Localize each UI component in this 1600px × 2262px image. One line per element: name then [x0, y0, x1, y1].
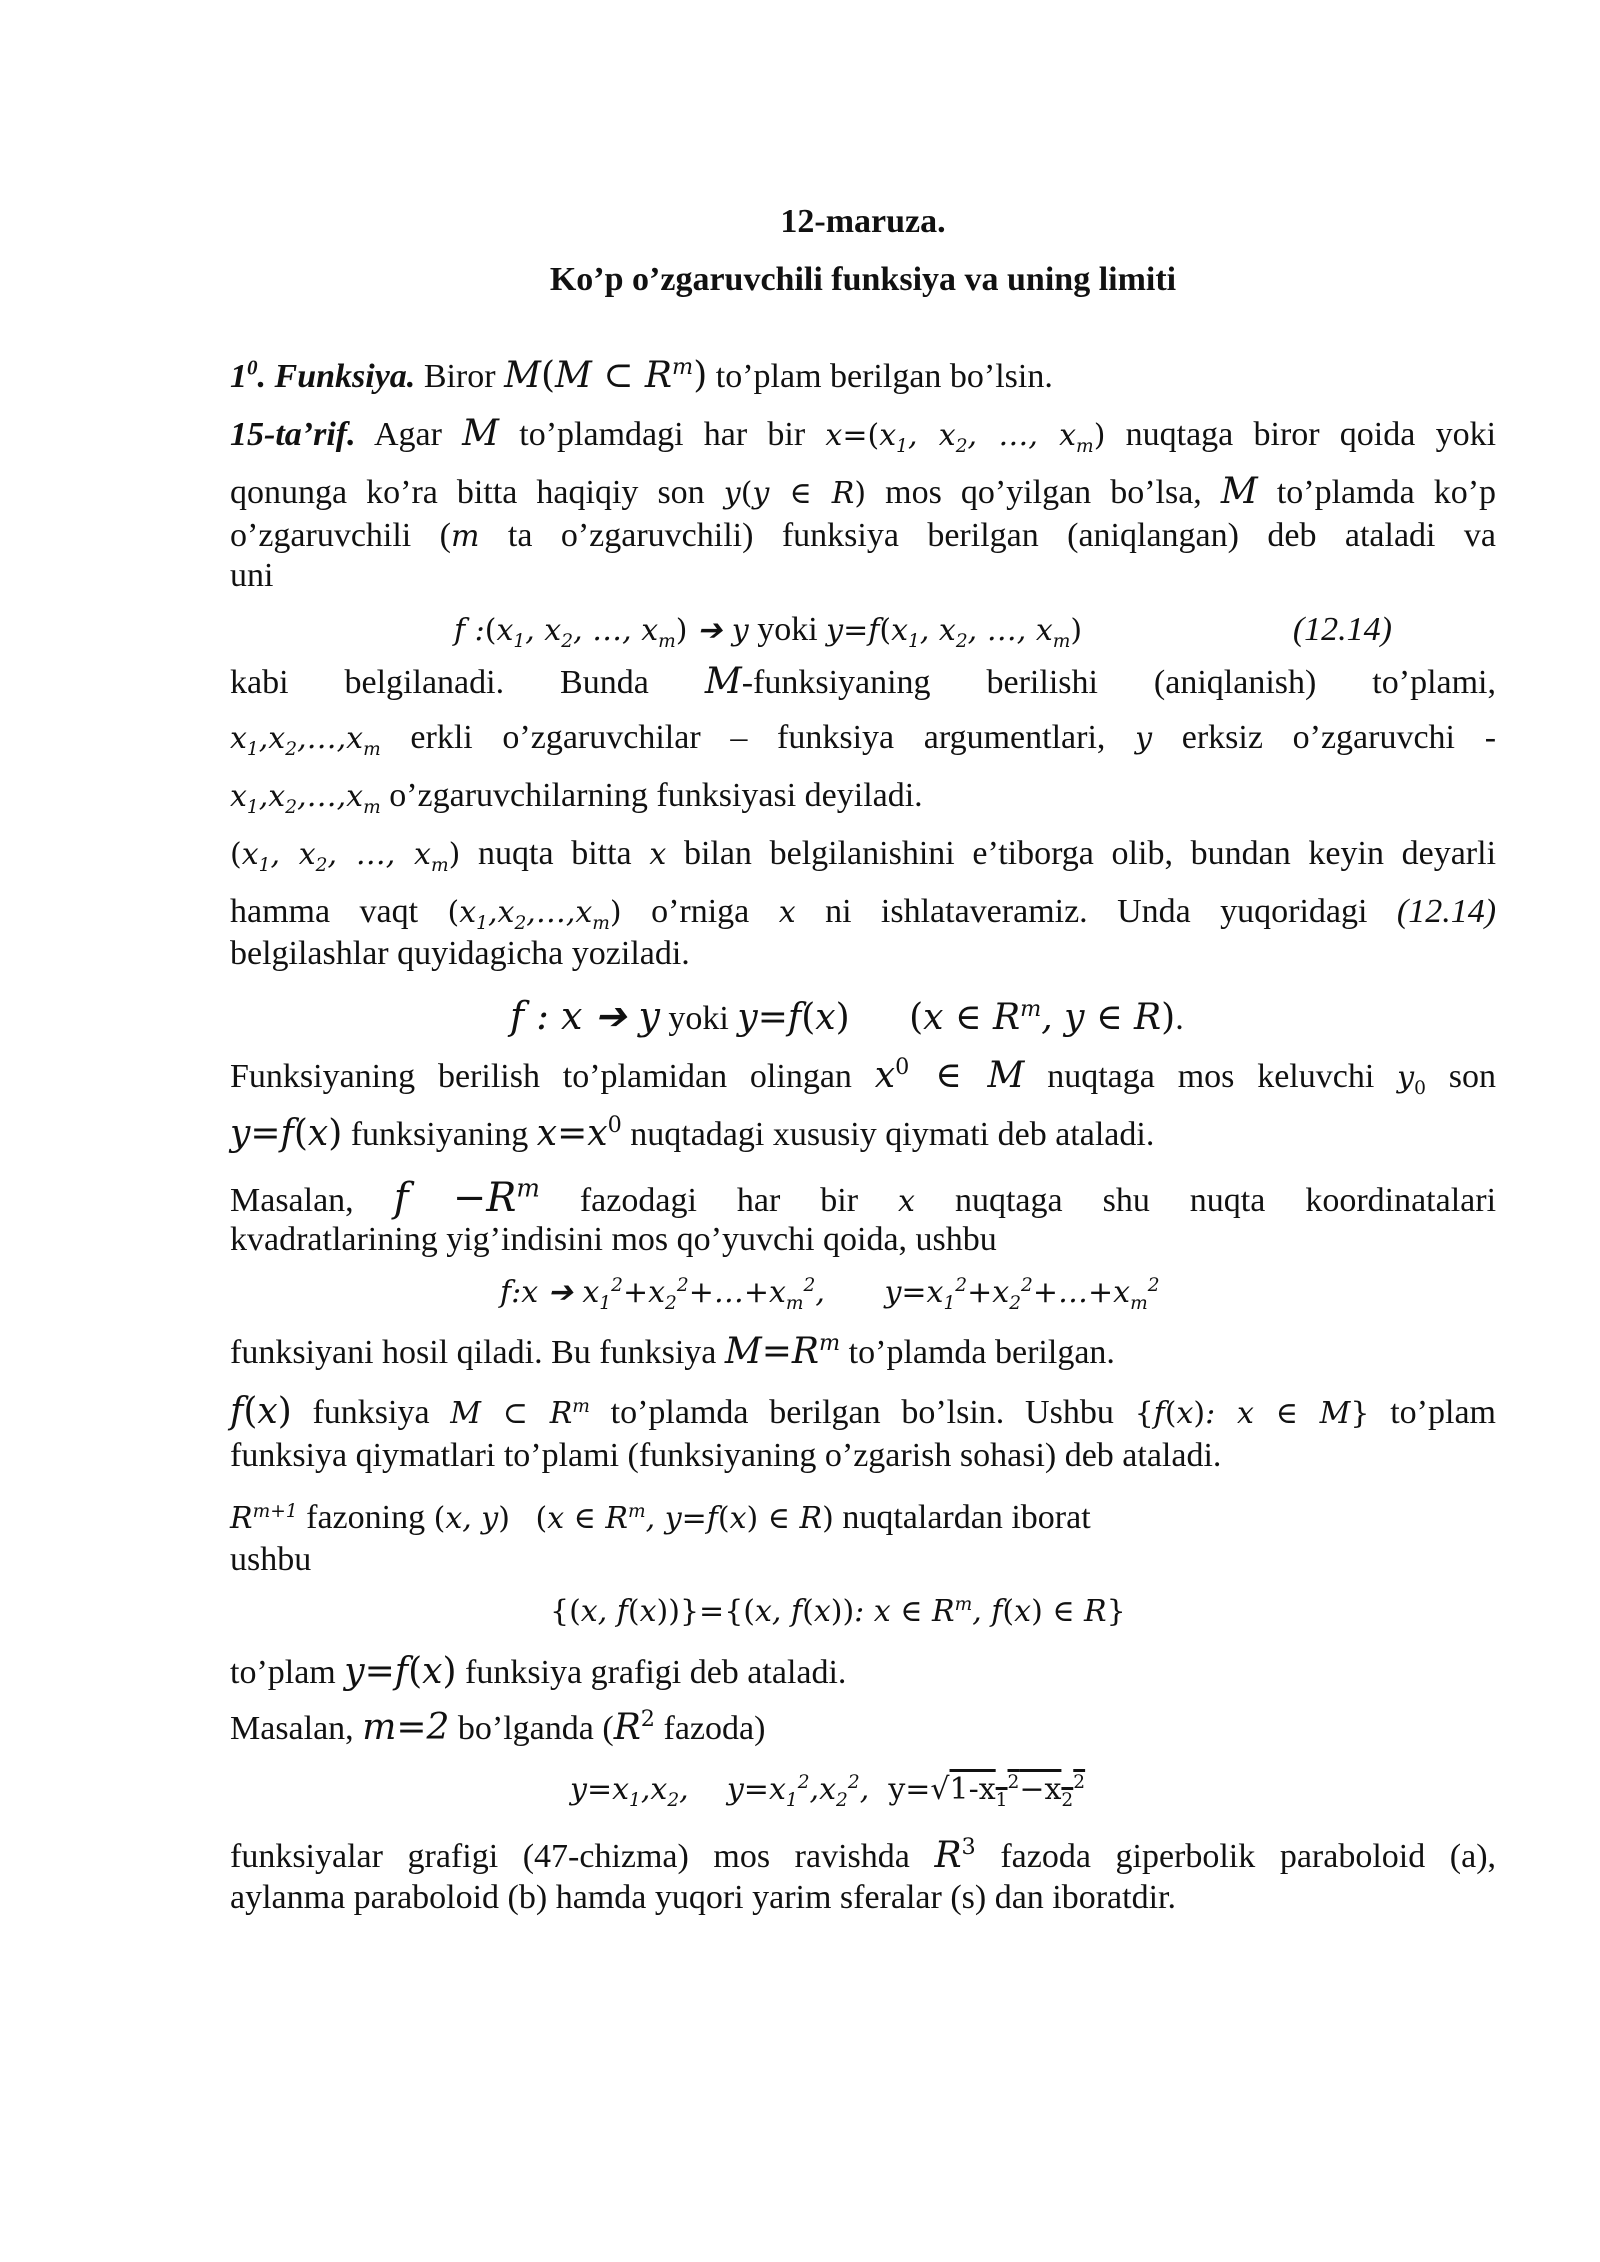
definition-line: qonunga ko’ra bitta haqiqiy son y(y ∈ R) mos qo’yilgan bo’lsa, M to’plamda ko’p [230, 471, 1497, 512]
formula: f $:(x_1$, $x_2$, …, $x_m$) ➔ y [454, 613, 749, 652]
section-heading-line [230, 356, 1496, 397]
formula: $y=x_1,x_2$, $y=x_1^2,x_2^2$, $y=√1-x_1^2-x_2^2$ [570, 1772, 1086, 1811]
formula: $R^{m+1}$ [230, 1501, 298, 1536]
text-line: $x_1,x_2,\dots,x_m$ erkli o’zgaruvchilar – funksiya argumentlari, y erksiz o’zgaruvchi - [230, 719, 1497, 760]
formula: $f -R^m$ [393, 1173, 540, 1221]
text-line: aylanma paraboloid (b) hamda yuqori yarim sferalar (s) dan iboratdir. [230, 1879, 1176, 1916]
text-line: funksiya qiymatlari to’plami (funksiyaning o’zgarish sohasi) deb ataladi. [230, 1437, 1222, 1474]
formula: (x ∈ $R^m$, y=f(x) ∈ R) [535, 1501, 834, 1536]
formula: {(x, f(x))}={(x, f(x)): x ∈ $R^m$, f(x) ∈ R} [550, 1594, 1126, 1629]
text-line: to’plam y=f(x) funksiya grafigi deb ataladi. [230, 1651, 847, 1692]
text-line: kabi belgilanadi. Bunda M-funksiyaning berilishi (aniqlanish) to’plami, [230, 661, 1497, 702]
lecture-title: Ko’p o’zgaruvchili funksiya va uning limiti [549, 261, 1177, 298]
formula: $R^2$ [613, 1706, 655, 1748]
formula: {f(x): x ∈ M} [1134, 1396, 1370, 1431]
formula: $M=R^m$ [724, 1330, 841, 1372]
formula: y=f(x) [737, 997, 850, 1038]
formula: m=2 [362, 1707, 450, 1748]
formula: y=f(x) [230, 1113, 343, 1154]
text-line: Funksiyaning berilish to’plamidan olingan $x^0$ ∈ M nuqtaga mos keluvchi $y_0$ son [230, 1054, 1497, 1099]
equation-number: (12.14) [1292, 611, 1392, 648]
formula: f : x ➔ y [510, 994, 660, 1038]
text-line: belgilashlar quyidagicha yoziladi. [230, 935, 690, 972]
formula: $x^0$ ∈ M [874, 1054, 1025, 1096]
formula: x [778, 895, 796, 930]
formula: $y_0$ [1397, 1060, 1426, 1099]
definition-line: uni [230, 557, 274, 594]
formula: f:x ➔ $x_1^2+x_2^2+\dots+x_m^2$, [500, 1275, 825, 1314]
formula: (x ∈ $R^m$, y ∈ R) [909, 996, 1176, 1038]
formula: f(x) [230, 1391, 292, 1432]
formula: $y=x_1^2+x_2^2+\dots+x_m^2$ [884, 1275, 1160, 1314]
lecture-page: 12-maruza. Ko’p o’zgaruvchili funksiya va uning limiti $1^0$. Funksiya. Biror M(M ⊂ $R^m$) to’plam berilgan bo’lsin. 15-ta’rif. Agar M to’plamdagi har bir $x=(x_1$, $x_2$, …, $x_m$) nuqtaga biror qoida yoki qonunga ko’ra bitta haqiqiy son y(y ∈ R) mos qo’yilgan bo’lsa, M to’plamda ko’p o’zgaruvchili (m ta o’zgaruvchili) funksiya berilgan (aniqlangan) deb ataladi va uni f $:(x_1$, $x_2$, …, $x_m$) ➔ y yoki $y=f(x_1$, $x_2$, …, $x_m$) (12.14) kabi belgilanadi. Bunda M-funksiyaning berilishi (aniqlanish) to’plami, $x_1,x_2,\dots,x_m$ erkli o’zgaruvchilar – funksiya argumentlari, y erksiz o’zgaruvchi - $x_1,x_2,\dots,x_m$ o’zgaruvchilarning funksiyasi deyiladi. ($x_1$, $x_2$, …, $x_m$) nuqta bitta x bilan belgilanishini e’tiborga olib, bundan keyin deyarli hamma vaqt $(x_1,x_2,\dots,x_m)$ o’rniga x ni ishlataveramiz. Unda yuqoridagi (12.14) belgilashlar quyidagicha yoziladi. f : x ➔ y yoki y=f(x) (x ∈ $R^m$, y ∈ R). Funksiyaning berilish to’plamidan olingan $x^0$ ∈ M nuqtaga mos keluvchi $y_0$ son y=f(x) funksiyaning $x=x^0$ nuqtadagi xususiy qiymati deb ataladi. Masalan, $f -R^m$ fazodagi har bir x nuqtaga shu nuqta koordinatalari kvadratlarining yig’indisini mos qo’yuvchi qoida, ushbu f:x ➔ $x_1^2+x_2^2+\dots+x_m^2$, $y=x_1^2+x_2^2+\dots+x_m^2$ funksiyani hosil qiladi. Bu funksiya $M=R^m$ to’plamda berilgan. f(x) funksiya M ⊂ $R^m$ to’plamda berilgan bo’lsin. Ushbu {f(x): x ∈ M} to’plam funksiya qiymatlari to’plami (funksiyaning o’zgarish sohasi) deb ataladi. $R^{m+1}$ fazoning (x, y) (x ∈ $R^m$, y=f(x) ∈ R) nuqtalardan iborat ushbu {(x, f(x))}={(x, f(x)): x ∈ $R^m$, f(x) ∈ R} to’plam y=f(x) funksiya grafigi deb ataladi. Masalan, m=2 bo’lganda ($R^2$ fazoda) $y=x_1,x_2$, $y=x_1^2,x_2^2$, $y=√1-x_1^2-x_2^2$ funksiyalar grafigi (47-chizma) mos ravishda $R^3$ fazoda giperbolik paraboloid (a), aylanma paraboloid (b) hamda yuqori yarim sferalar (s) dan iboratdir. [230, 203, 1497, 1916]
text-line: $x_1,x_2,\dots,x_m$ o’zgaruvchilarning funksiyasi deyiladi. [230, 777, 923, 818]
formula: x [898, 1184, 915, 1219]
formula: $R^3$ [934, 1834, 976, 1876]
formula: ($x_1$, $x_2$, …, $x_m$) [230, 837, 461, 876]
formula: M [704, 661, 742, 702]
formula: M [462, 413, 500, 454]
formula: y(y ∈ R) [723, 476, 867, 511]
formula: $(x_1,x_2,\dots,x_m)$ [447, 895, 622, 934]
text-line: hamma vaqt $(x_1,x_2,\dots,x_m)$ o’rniga x ni ishlataveramiz. Unda yuqoridagi (12.14) [230, 893, 1497, 934]
formula: $x_1,x_2,\dots,x_m$ [230, 721, 381, 760]
formula-point-x: $x=(x_1$, $x_2$, …, $x_m$) [825, 418, 1106, 457]
formula: y=f(x) [344, 1651, 457, 1692]
text-line: y=f(x) funksiyaning $x=x^0$ nuqtadagi xususiy qiymati deb ataladi. [230, 1112, 1155, 1154]
text-line: ($x_1$, $x_2$, …, $x_m$) nuqta bitta x bilan belgilanishini e’tiborga olib, bundan keyin deyarli [230, 835, 1497, 876]
text-line: funksiyalar grafigi (47-chizma) mos ravishda $R^3$ fazoda giperbolik paraboloid (a), [230, 1834, 1497, 1876]
formula-set-m: M(M ⊂ $R^m$) [504, 354, 708, 396]
text-line: Masalan, $f -R^m$ fazodagi har bir x nuqtaga shu nuqta koordinatalari [230, 1173, 1497, 1221]
formula: $x=x^0$ [536, 1112, 622, 1154]
formula: y [1135, 721, 1153, 756]
text-line: funksiyani hosil qiladi. Bu funksiya $M=R^m$ to’plamda berilgan. [230, 1330, 1115, 1372]
text-line: f(x) funksiya M ⊂ $R^m$ to’plamda berilgan bo’lsin. Ushbu {f(x): x ∈ M} to’plam [230, 1391, 1496, 1432]
formula: (x, y) [433, 1501, 510, 1536]
formula: M [1220, 471, 1258, 512]
text-line: $R^{m+1}$ fazoning (x, y) (x ∈ $R^m$, y=f(x) ∈ R) nuqtalardan iborat [230, 1499, 1091, 1536]
definition-label: 15-ta’rif. [230, 416, 356, 453]
formula: m [451, 519, 480, 554]
lecture-number: 12-maruza. [780, 203, 946, 240]
text-line: kvadratlarining yig’indisini mos qo’yuvchi qoida, ushbu [230, 1221, 997, 1258]
formula: x [649, 837, 667, 872]
definition-line: 15-ta’rif. Agar M to’plamdagi har bir $x=(x_1$, $x_2$, …, $x_m$) nuqtaga biror qoida yoki [230, 413, 1497, 457]
text-line: ushbu [230, 1541, 312, 1578]
section-number: $1^0$. Funksiya. [230, 355, 416, 395]
definition-line: o’zgaruvchili (m ta o’zgaruvchili) funksiya berilgan (aniqlangan) deb ataladi va [230, 517, 1496, 554]
formula: $y=f(x_1$, $x_2$, …, $x_m$) [826, 613, 1083, 652]
formula: M ⊂ $R^m$ [450, 1396, 590, 1431]
text-line: Masalan, m=2 bo’lganda ($R^2$ fazoda) [230, 1706, 766, 1748]
section-text: to’plam berilgan bo’lsin. [715, 358, 1053, 395]
formula: $x_1,x_2,\dots,x_m$ [230, 779, 381, 818]
section-text: Biror [423, 358, 496, 395]
